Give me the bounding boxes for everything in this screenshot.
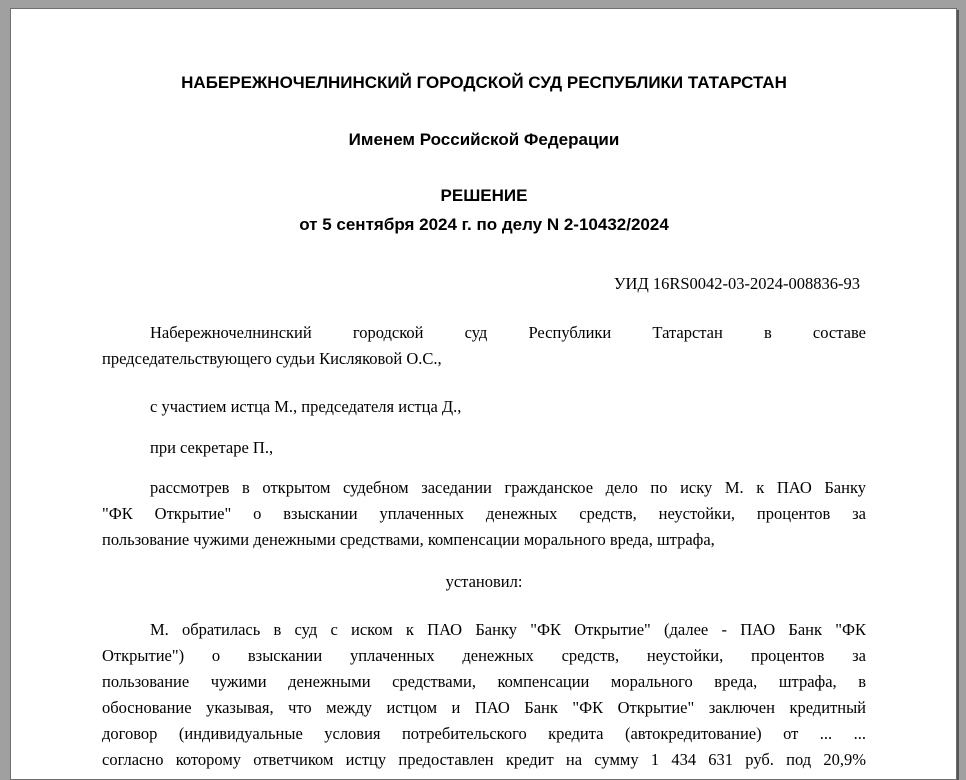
paragraph-line: Открытие") о взыскании уплаченных денежных средств, неустойки, процентов за [102, 646, 866, 665]
paragraph-line: председательствующего судьи Кисляковой О.С., [102, 349, 442, 368]
paragraph-line: М. обратилась в суд с иском к ПАО Банку "ФК Открытие" (далее - ПАО Банк "ФК [150, 620, 866, 639]
paragraph-line: согласно которому ответчиком истцу предоставлен кредит на сумму 1 434 631 руб. под 20,9% [102, 750, 866, 769]
paragraph-case-consideration [102, 475, 866, 553]
paragraph-line: договор (индивидуальные условия потребительского кредита (автокредитование) от ... ... [102, 724, 866, 743]
uid-line: УИД 16RS0042-03-2024-008836-93 [613, 274, 860, 293]
paragraph-line: пользование чужими денежными средствами, компенсации морального вреда, штрафа, [102, 530, 715, 549]
paragraph-line: обоснование указывая, что между истцом и ПАО Банк "ФК Открытие" заключен кредитный [102, 698, 866, 717]
court-name-heading: НАБЕРЕЖНОЧЕЛНИНСКИЙ ГОРОДСКОЙ СУД РЕСПУБЛИКИ ТАТАРСТАН [181, 73, 787, 92]
paragraph-secretary [102, 435, 866, 461]
paragraph-court-composition [102, 320, 866, 372]
paragraph-line: Набережночелнинский городской суд Республики Татарстан в составе [150, 323, 866, 342]
paragraph-line: при секретаре П., [150, 438, 274, 457]
paragraph-line: рассмотрев в открытом судебном заседании гражданское дело по иску М. к ПАО Банку [150, 478, 866, 497]
in-name-of-heading: Именем Российской Федерации [348, 130, 620, 149]
document-date-case-heading: от 5 сентября 2024 г. по делу N 2-10432/2024 [299, 215, 669, 234]
paragraph-line: с участием истца М., председателя истца Д., [150, 397, 462, 416]
paragraph-line: пользование чужими денежными средствами, компенсации морального вреда, штрафа, в [102, 672, 866, 691]
paragraph-claim [102, 617, 866, 773]
paragraph-line: "ФК Открытие" о взыскании уплаченных денежных средств, неустойки, процентов за [102, 504, 866, 523]
document-page [10, 8, 957, 780]
document-type-heading: РЕШЕНИЕ [440, 186, 528, 205]
established-heading: установил: [445, 572, 523, 591]
paragraph-participants [102, 394, 866, 420]
